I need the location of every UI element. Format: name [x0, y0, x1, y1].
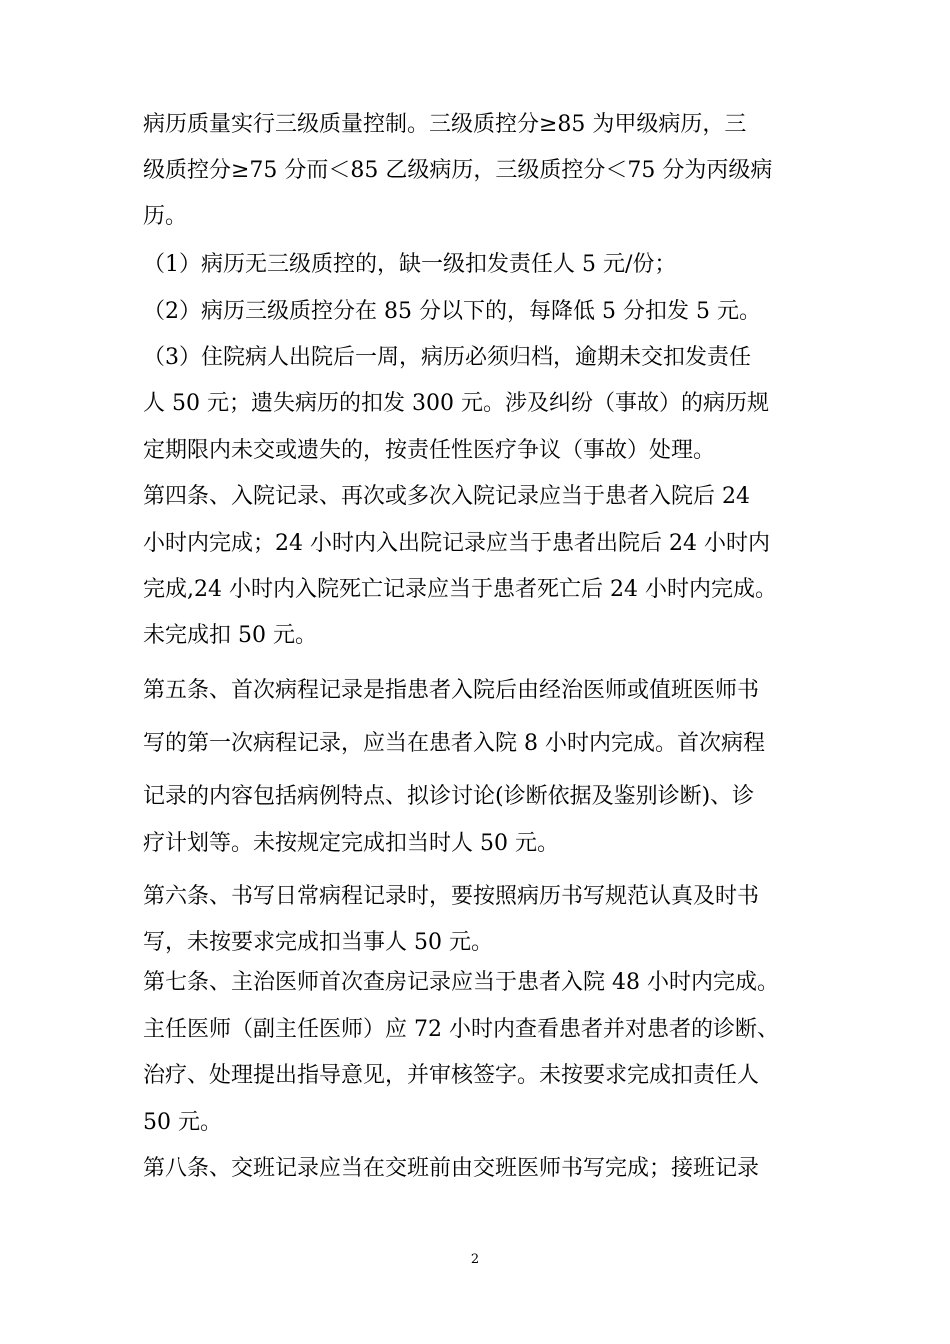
text-line-9: 第四条、入院记录、再次或多次入院记录应当于患者入院后 24: [143, 484, 750, 509]
text-line-12: 未完成扣 50 元。: [143, 623, 317, 648]
text-line-17: 第六条、书写日常病程记录时，要按照病历书写规范认真及时书: [143, 884, 760, 909]
text-line-10: 小时内完成；24 小时内入出院记录应当于患者出院后 24 小时内: [143, 531, 770, 556]
text-line-21: 治疗、处理提出指导意见，并审核签字。未按要求完成扣责任人: [143, 1063, 760, 1088]
text-line-7: 人 50 元；遗失病历的扣发 300 元。涉及纠纷（事故）的病历规: [143, 391, 769, 416]
text-line-2: 级质控分≥75 分而＜85 乙级病历，三级质控分＜75 分为丙级病: [143, 158, 773, 183]
text-line-20: 主任医师（副主任医师）应 72 小时内查看患者并对患者的诊断、: [143, 1017, 779, 1042]
text-line-16: 疗计划等。未按规定完成扣当时人 50 元。: [143, 831, 559, 856]
text-line-23: 第八条、交班记录应当在交班前由交班医师书写完成；接班记录: [143, 1156, 760, 1181]
page-number: 2: [470, 1252, 480, 1267]
text-line-8: 定期限内未交或遗失的，按责任性医疗争议（事故）处理。: [143, 438, 716, 463]
text-line-11: 完成,24 小时内入院死亡记录应当于患者死亡后 24 小时内完成。: [143, 577, 777, 602]
text-line-3: 历。: [143, 204, 188, 229]
text-line-22: 50 元。: [143, 1110, 222, 1135]
text-line-15: 记录的内容包括病例特点、拟诊讨论(诊断依据及鉴别诊断)、诊: [143, 784, 755, 809]
text-line-6: （3）住院病人出院后一周，病历必须归档，逾期未交扣发责任: [143, 345, 751, 370]
text-line-1: 病历质量实行三级质量控制。三级质控分≥85 为甲级病历，三: [143, 112, 747, 137]
text-line-18: 写，未按要求完成扣当事人 50 元。: [143, 930, 493, 955]
text-line-14: 写的第一次病程记录，应当在患者入院 8 小时内完成。首次病程: [143, 731, 765, 756]
text-line-13: 第五条、首次病程记录是指患者入院后由经治医师或值班医师书: [143, 678, 760, 703]
text-line-5: （2）病历三级质控分在 85 分以下的，每降低 5 分扣发 5 元。: [143, 299, 761, 324]
text-line-4: （1）病历无三级质控的，缺一级扣发责任人 5 元/份；: [143, 252, 677, 277]
text-line-19: 第七条、主治医师首次查房记录应当于患者入院 48 小时内完成。: [143, 970, 779, 995]
